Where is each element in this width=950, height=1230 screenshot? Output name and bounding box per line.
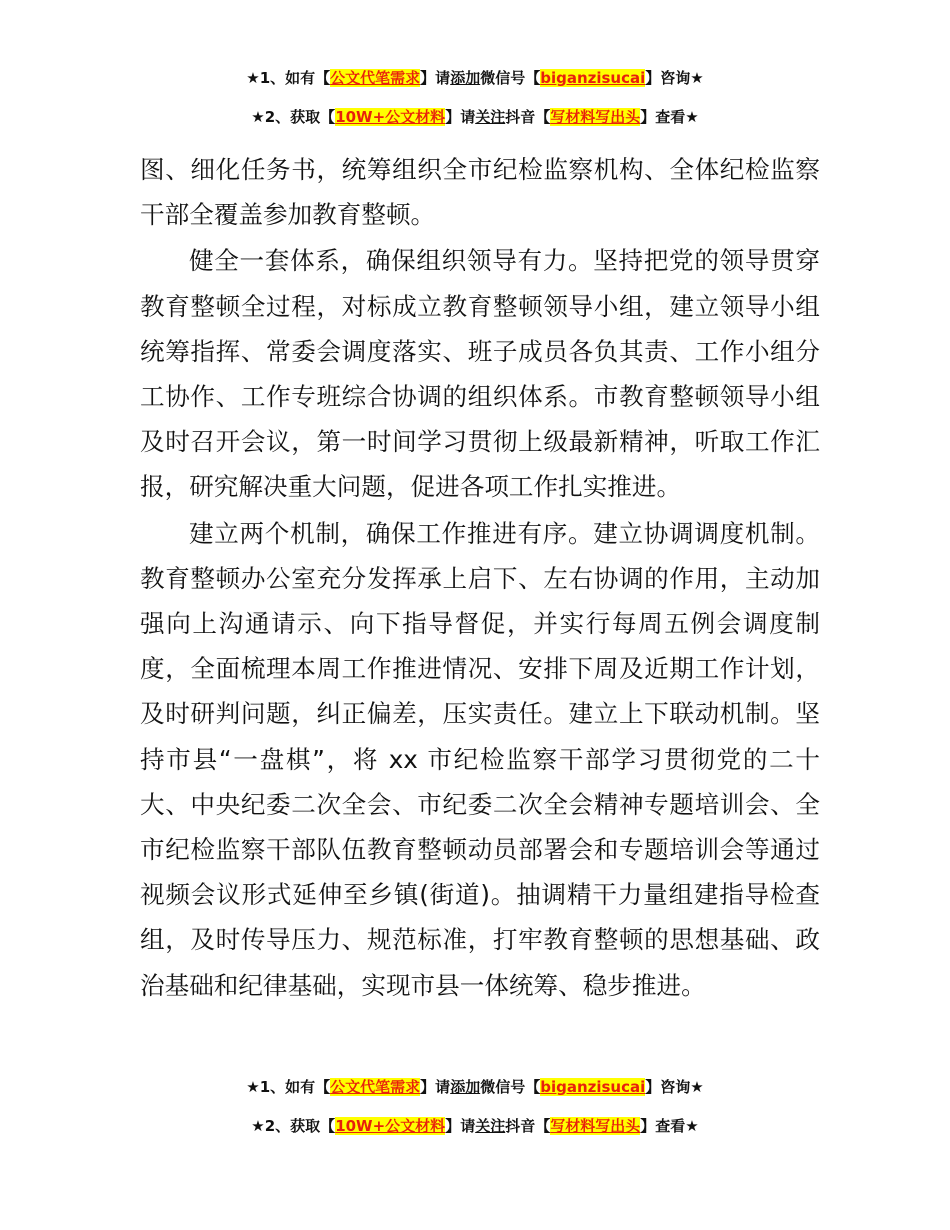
body-paragraph-1: 图、细化任务书，统筹组织全市纪检监察机构、全体纪检监察干部全覆盖参加教育整顿。 bbox=[140, 155, 820, 230]
banner-text: 微信号【 bbox=[480, 69, 541, 87]
body-paragraph-3: 建立两个机制，确保工作推进有序。建立协调调度机制。教育整顿办公室充分发挥承上启下、左右协调的作用，主动加强向上沟通请示、向下指导督促，并实行每周五例会调度制度，全面梳理本周工作推进情况、安排下周及近期工作计划，及时研判问题，纠正偏差，压实责任。建立上下联动机制。坚持市县“一盘棋”，将 xx 市纪检监察干部学习贯彻党的二十大、中央纪委二次全会、市纪委二次全会精神专题培训会、全市纪检监察干部队伍教育整顿动员部署会和专题培训会等通过视频会议形式延伸至乡镇(街道)。抽调精干力量组建指导检查组，及时传导压力、规范标准，打牢教育整顿的思想基础、政治基础和纪律基础，实现市县一体统筹、稳步推进。 bbox=[140, 518, 820, 1000]
banner-highlight: biganzisucai bbox=[540, 69, 646, 87]
banner-text: 抖音【 bbox=[505, 108, 551, 126]
banner-highlight: 公文代笔需求 bbox=[330, 69, 421, 87]
banner-text: 微信号【 bbox=[480, 1078, 541, 1096]
banner-text: ★2、获取【 bbox=[251, 108, 336, 126]
banner-emphasis: 添加 bbox=[450, 69, 481, 87]
banner-emphasis: 关注 bbox=[475, 1117, 506, 1135]
banner-text: 抖音【 bbox=[505, 1117, 551, 1135]
banner-emphasis: 添加 bbox=[450, 1078, 481, 1096]
banner-highlight: 写材料写出头 bbox=[550, 1117, 641, 1135]
banner-text: 】请 bbox=[445, 1117, 476, 1135]
banner-text: 】查看★ bbox=[640, 108, 699, 126]
footer-banner-line-2 bbox=[0, 1115, 950, 1137]
banner-highlight: biganzisucai bbox=[540, 1078, 646, 1096]
banner-text: 】咨询★ bbox=[645, 69, 704, 87]
banner-text: ★2、获取【 bbox=[251, 1117, 336, 1135]
header-banner-line-2 bbox=[0, 106, 950, 128]
banner-text: ★1、如有【 bbox=[246, 69, 331, 87]
footer-banner-line-1 bbox=[0, 1076, 950, 1098]
banner-highlight: 10W+公文材料 bbox=[335, 108, 446, 126]
banner-emphasis: 关注 bbox=[475, 108, 506, 126]
body-paragraph-2: 健全一套体系，确保组织领导有力。坚持把党的领导贯穿教育整顿全过程，对标成立教育整顿领导小组，建立领导小组统筹指挥、常委会调度落实、班子成员各负其责、工作小组分工协作、工作专班综合协调的组织体系。市教育整顿领导小组及时召开会议，第一时间学习贯彻上级最新精神，听取工作汇报，研究解决重大问题，促进各项工作扎实推进。 bbox=[140, 246, 820, 502]
banner-text: 】请 bbox=[420, 1078, 451, 1096]
banner-text: 】请 bbox=[420, 69, 451, 87]
banner-text: ★1、如有【 bbox=[246, 1078, 331, 1096]
banner-text: 】查看★ bbox=[640, 1117, 699, 1135]
banner-text: 】咨询★ bbox=[645, 1078, 704, 1096]
header-banner-line-1 bbox=[0, 67, 950, 89]
banner-highlight: 10W+公文材料 bbox=[335, 1117, 446, 1135]
banner-text: 】请 bbox=[445, 108, 476, 126]
banner-highlight: 写材料写出头 bbox=[550, 108, 641, 126]
banner-highlight: 公文代笔需求 bbox=[330, 1078, 421, 1096]
document-body bbox=[140, 147, 820, 1008]
